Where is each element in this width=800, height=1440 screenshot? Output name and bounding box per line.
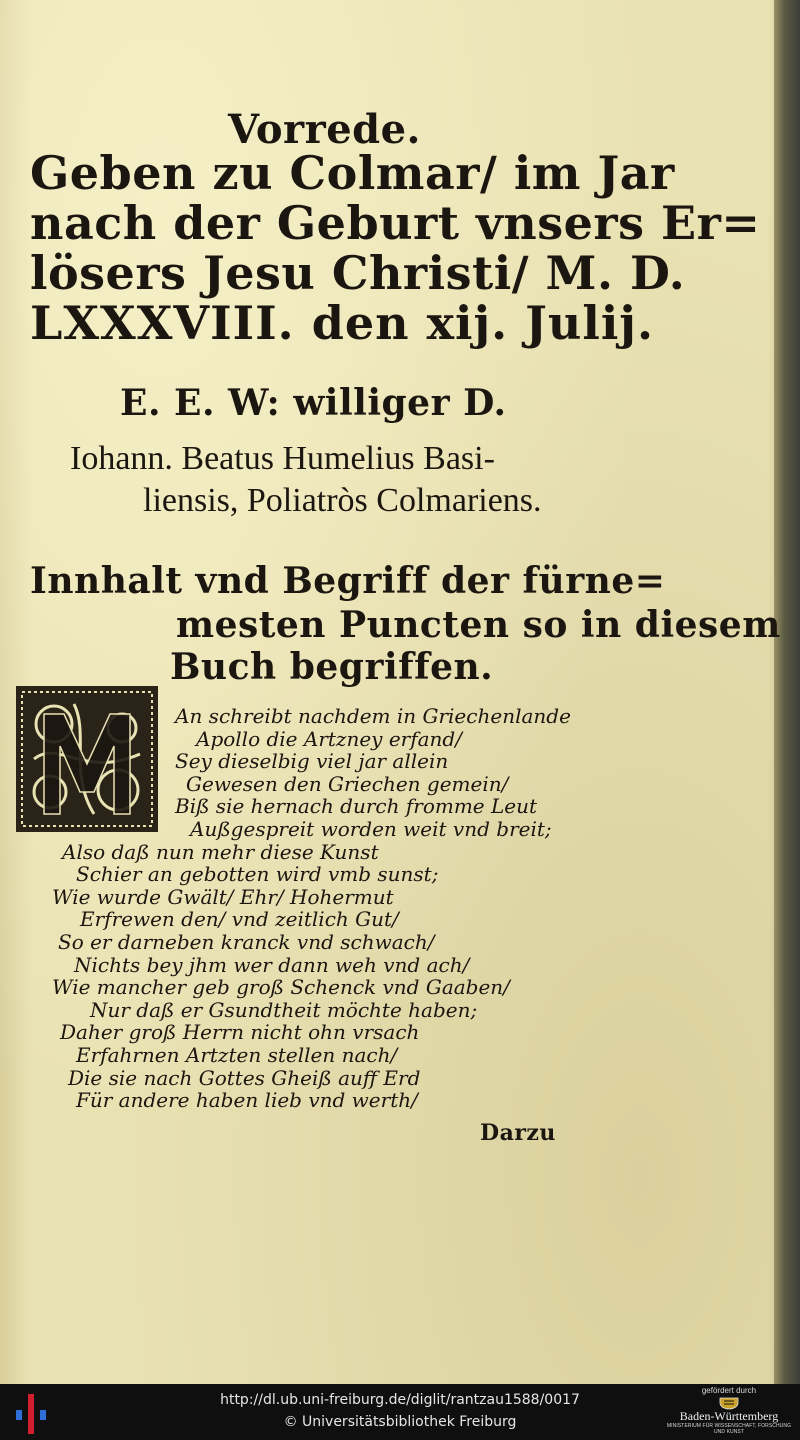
decorated-initial-m-icon (14, 684, 160, 834)
viewer-footer (0, 1384, 800, 1440)
book-spine-edge (774, 0, 800, 1384)
author-line-2: liensis, Poliatròs Colmariens. (143, 482, 542, 519)
section-heading: Vorrede. (228, 106, 421, 153)
verse-line: Außgespreit worden weit vnd breit; (190, 817, 552, 841)
catchword: Darzu (480, 1120, 556, 1146)
copyright-text: © Universitätsbibliothek Freiburg (283, 1414, 517, 1430)
toc-title-line-1: Innhalt vnd Begriff der fürne= (30, 560, 666, 602)
verse-line: Biß sie hernach durch fromme Leut (175, 794, 538, 818)
verse-line: Die sie nach Gottes Gheiß auff Erd (68, 1066, 421, 1090)
date-line-3: lösers Jesu Christi/ M. D. (30, 246, 686, 300)
verse-line: An schreibt nachdem in Griechenlande (175, 704, 571, 728)
verse-line: Nichts bey jhm wer dann weh vnd ach/ (74, 953, 470, 977)
verse-line: Nur daß er Gsundtheit möchte haben; (90, 998, 478, 1022)
verse-line: So er darneben kranck vnd schwach/ (58, 930, 435, 954)
toc-title-line-2: mesten Puncten so in diesem (176, 604, 781, 646)
sponsor-name: Baden-Württemberg (679, 1409, 779, 1423)
verse-line: Apollo die Artzney erfand/ (196, 727, 462, 751)
toc-title-line-3: Buch begriffen. (170, 646, 494, 688)
verse-line: Gewesen den Griechen gemein/ (186, 772, 509, 796)
verse-line: Für andere haben lieb vnd werth/ (76, 1088, 418, 1112)
page-url-link[interactable]: http://dl.ub.uni-freiburg.de/diglit/rantzau1588/0017 (220, 1392, 580, 1408)
date-line-1: Geben zu Colmar/ im Jar (30, 146, 675, 200)
signoff: E. E. W: williger D. (120, 382, 507, 424)
verse-line: Erfahrnen Artzten stellen nach/ (76, 1043, 398, 1067)
verse-line: Wie mancher geb groß Schenck vnd Gaaben/ (52, 975, 510, 999)
date-line-2: nach der Geburt vnsers Er= (30, 196, 761, 250)
sponsor-block (664, 1386, 794, 1440)
verse-line: Wie wurde Gwält/ Ehr/ Hohermut (52, 885, 394, 909)
verse-line: Sey dieselbig viel jar allein (175, 749, 449, 773)
sponsor-ministry: MINISTERIUM FÜR WISSENSCHAFT, FORSCHUNG UND KUNST (666, 1423, 792, 1435)
verse-line: Schier an gebotten wird vmb sunst; (76, 862, 439, 886)
date-line-4: LXXXVIII. den xij. Julij. (30, 296, 654, 350)
sponsor-label: gefördert durch (701, 1386, 757, 1395)
author-line-1: Iohann. Beatus Humelius Basi- (70, 440, 495, 477)
verse-line: Daher groß Herrn nicht ohn vrsach (60, 1020, 420, 1044)
baden-wuerttemberg-crest-icon (718, 1396, 740, 1410)
verse-line: Erfrewen den/ vnd zeitlich Gut/ (80, 907, 399, 931)
verse-line: Also daß nun mehr diese Kunst (62, 840, 379, 864)
